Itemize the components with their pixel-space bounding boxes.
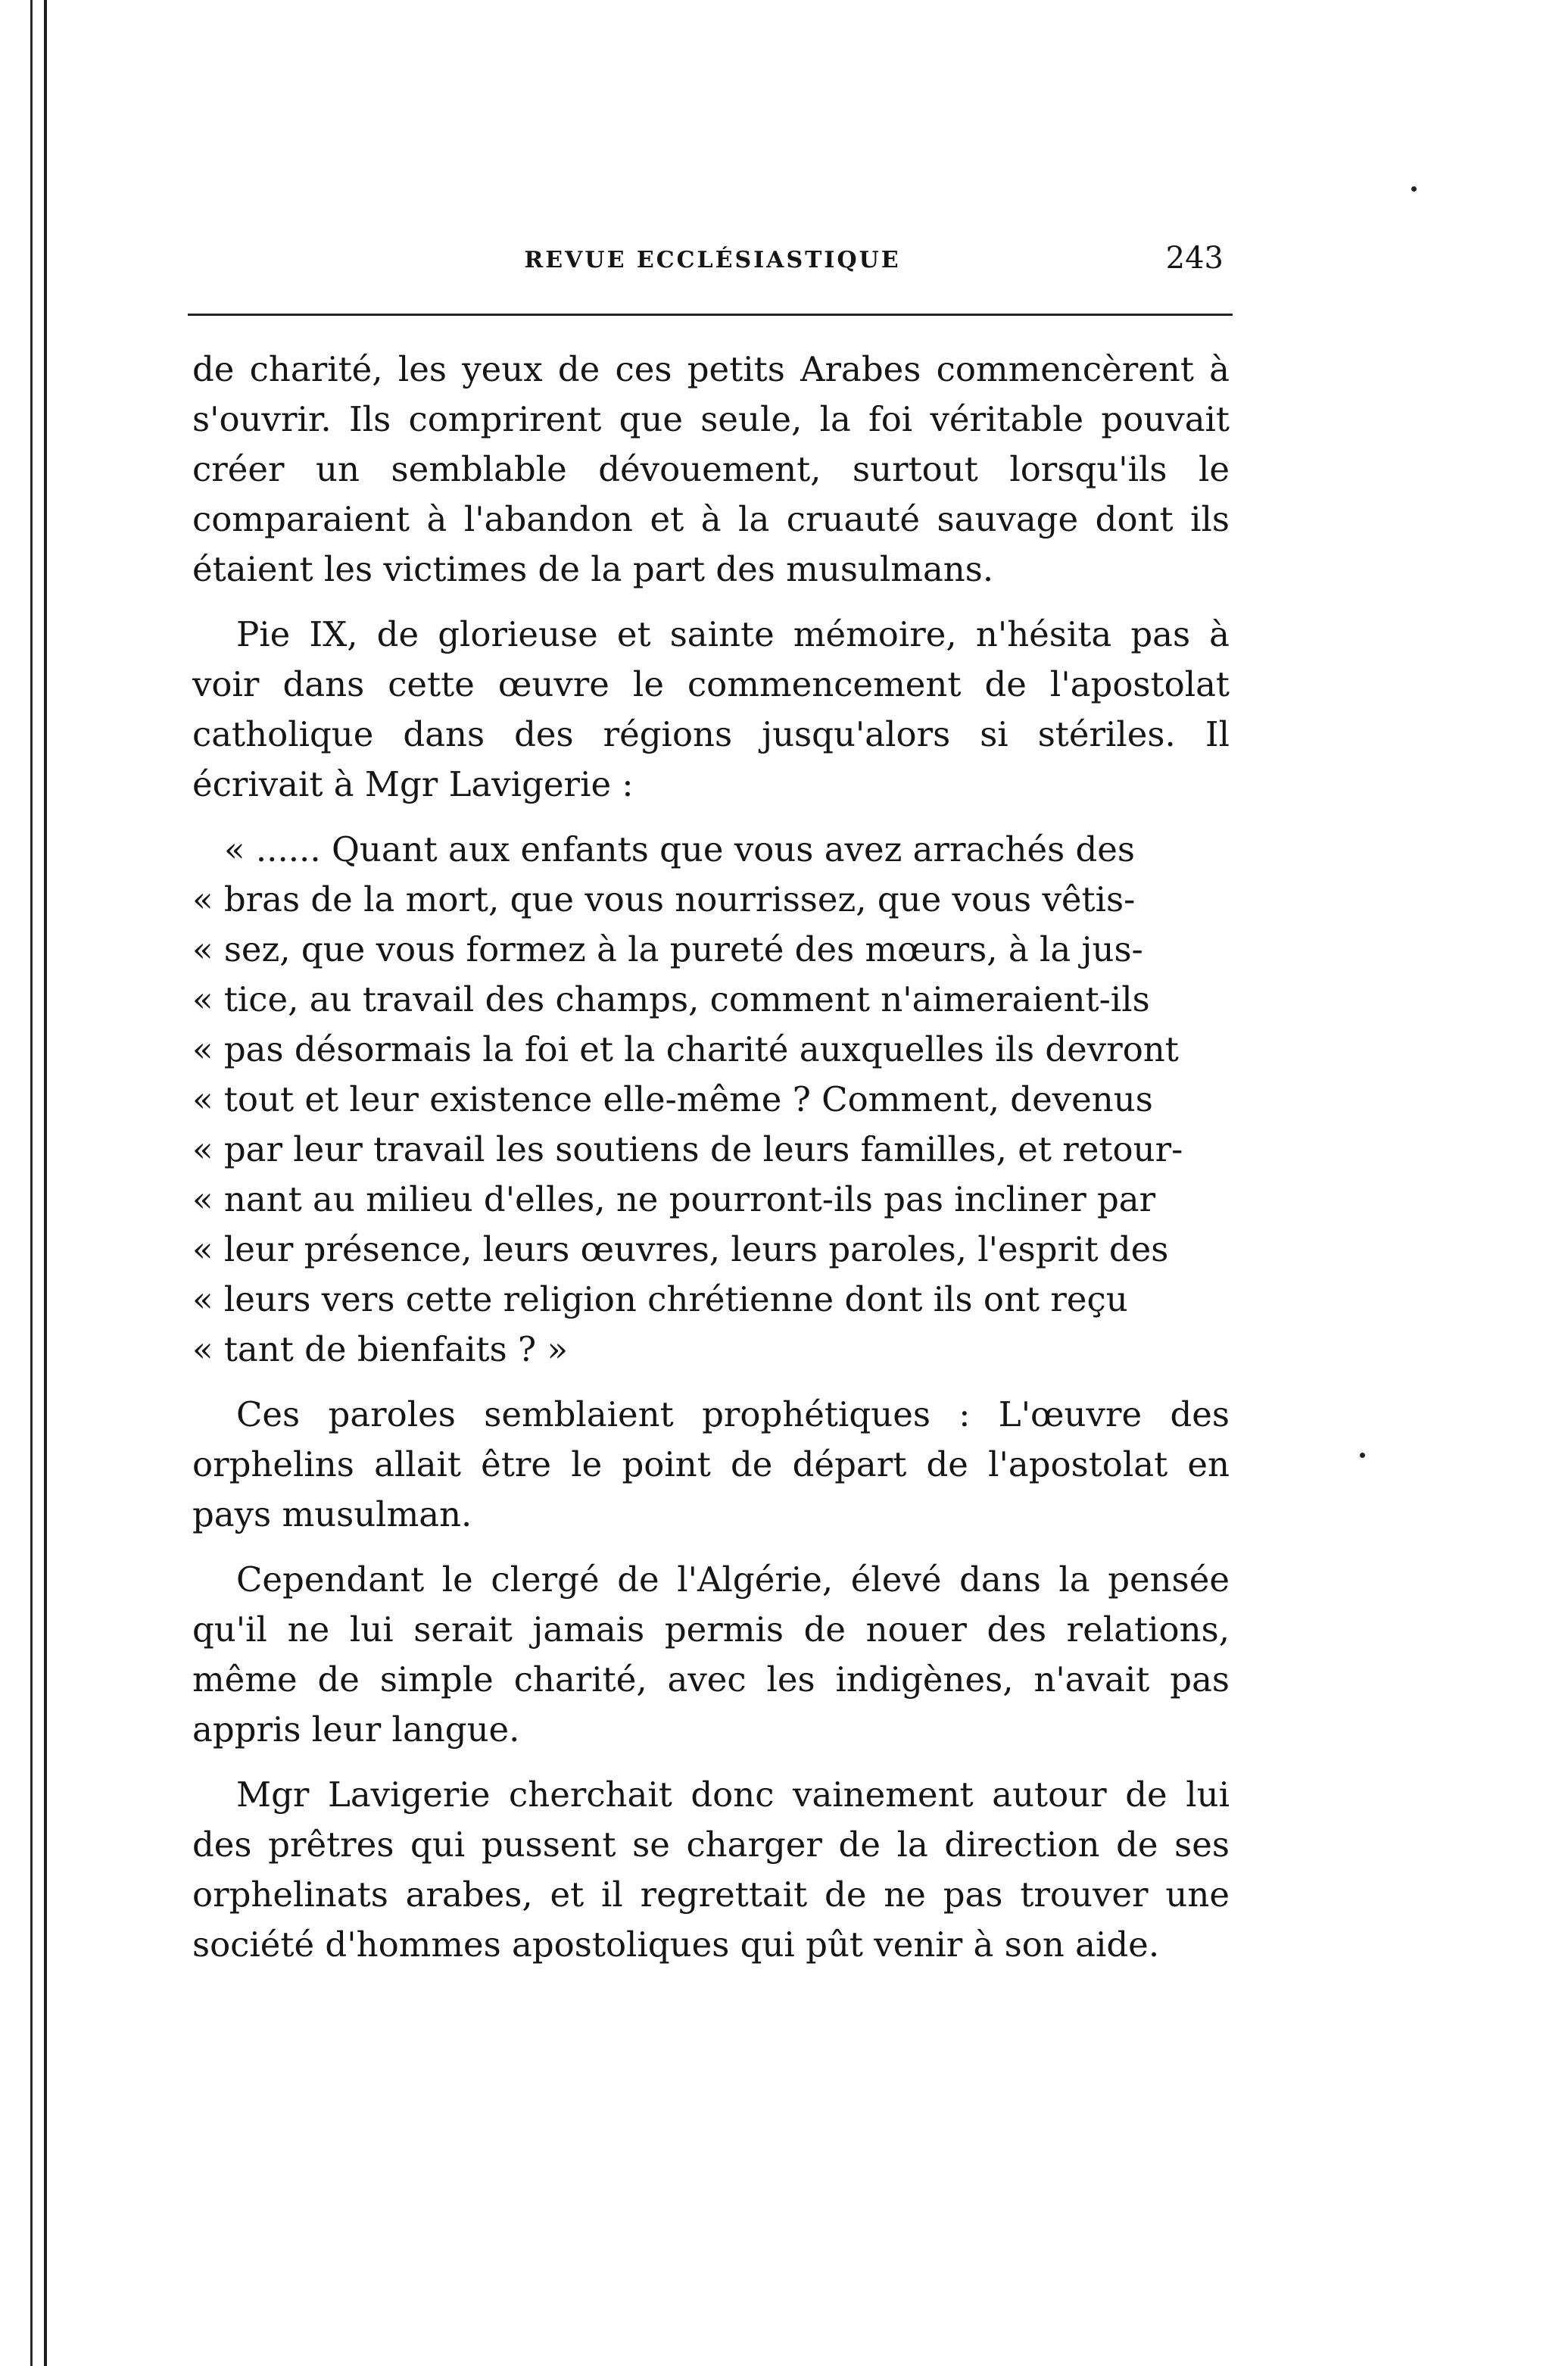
- margin-speck: [1360, 1453, 1365, 1458]
- paragraph: Ces paroles semblaient prophétiques : L'œuvre des orphelins allait être le point de départ de l'apostolat en pays musulman.: [192, 1394, 1230, 1534]
- running-title: REVUE ECCLÉSIASTIQUE: [524, 247, 901, 273]
- quote-line: « leur présence, leurs œuvres, leurs paroles, l'esprit des: [192, 1229, 1169, 1269]
- header-rule: [188, 314, 1233, 316]
- quote-line: « tant de bienfaits ? »: [192, 1329, 568, 1369]
- quote-line: « tice, au travail des champs, comment n'aimeraient-ils: [192, 979, 1150, 1019]
- paragraph: de charité, les yeux de ces petits Arabes commencèrent à s'ouvrir. Ils comprirent que seule, la foi véritable pouvait créer un semblable dévouement, surtout lorsqu'ils le comparaient à l'abandon et à la cruauté sauvage dont ils étaient les victimes de la part des musulmans.: [192, 349, 1230, 589]
- quote-line: « ...... Quant aux enfants que vous avez arrachés des: [224, 829, 1136, 869]
- page-number: 243: [1165, 241, 1224, 276]
- quote-line: « sez, que vous formez à la pureté des mœurs, à la jus-: [192, 929, 1143, 969]
- quote-line: « nant au milieu d'elles, ne pourront-ils pas incliner par: [192, 1179, 1156, 1219]
- page-header: [192, 241, 1233, 286]
- quote-line: « tout et leur existence elle-même ? Comment, devenus: [192, 1079, 1153, 1119]
- paragraph: Pie IX, de glorieuse et sainte mémoire, n'hésita pas à voir dans cette œuvre le commencement de l'apostolat catholique dans des régions jusqu'alors si stériles. Il écrivait à Mgr Lavigerie :: [192, 614, 1230, 804]
- binding-edge-line: [44, 0, 47, 2366]
- paragraph: Mgr Lavigerie cherchait donc vainement autour de lui des prêtres qui pussent se charger de la direction de ses orphelinats arabes, et il regrettait de ne pas trouver une société d'hommes apostoliques qui pût venir à son aide.: [192, 1774, 1230, 1965]
- margin-speck: [1411, 186, 1417, 192]
- quote-line: « bras de la mort, que vous nourrissez, que vous vêtis-: [192, 879, 1136, 919]
- binding-edge-line: [30, 0, 33, 2366]
- quote-line: « leurs vers cette religion chrétienne dont ils ont reçu: [192, 1279, 1128, 1319]
- quotation-block: [192, 825, 1230, 1375]
- body-text: [192, 345, 1230, 1985]
- quote-line: « pas désormais la foi et la charité auxquelles ils devront: [192, 1029, 1179, 1069]
- quote-line: « par leur travail les soutiens de leurs familles, et retour-: [192, 1129, 1183, 1169]
- paragraph: Cependant le clergé de l'Algérie, élevé dans la pensée qu'il ne lui serait jamais permis de nouer des relations, même de simple charité, avec les indigènes, n'avait pas appris leur langue.: [192, 1559, 1230, 1750]
